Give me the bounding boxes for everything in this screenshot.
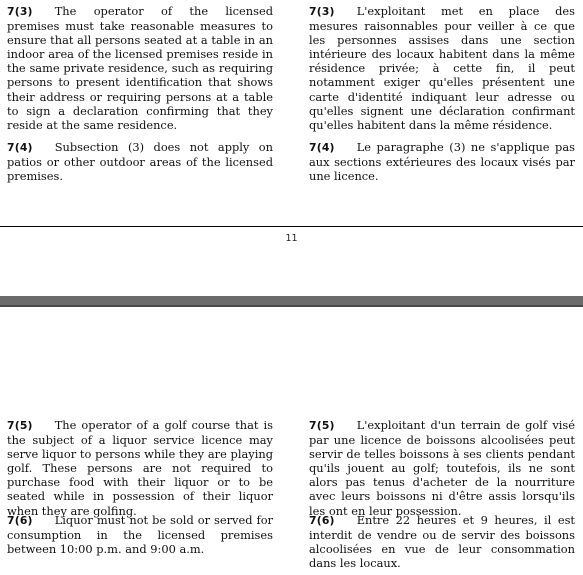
section-text: L'exploitant met en place des mesures raisonnables pour veiller à ce que les personnes assises dans une section intérieure des locaux habitent dans la même résidence privée; à cette fin, il peut notamment exiger qu'elles présentent une carte d'identité indiquant leur adresse ou qu'elles signent une déclaration confirmant qu'elles habitent dans la même résidence. <box>309 4 575 132</box>
section-number: 7(4) <box>309 141 335 154</box>
section-7-6-en <box>7 513 273 556</box>
section-text: L'exploitant d'un terrain de golf visé par une licence de boissons alcoolisées peut servir de telles boissons à ses clients pendant qu'ils jouent au golf; toutefois, ils ne sont alors pas tenus d'acheter de la nourriture avec leurs boissons ni d'être assis lorsqu'ils les ont en leur possession. <box>309 418 575 518</box>
section-number: 7(5) <box>7 419 33 432</box>
section-number: 7(6) <box>7 514 33 527</box>
section-text: Liquor must not be sold or served for consumption in the licensed premises between 10:00 p.m. and 9:00 a.m. <box>7 513 273 557</box>
section-number: 7(3) <box>309 5 335 18</box>
section-text: The operator of the licensed premises must take reasonable measures to ensure that all persons seated at a table in an indoor area of the licensed premises reside in the same private residence, such as requiring persons to present identification that shows their address or requiring persons at a table to sign a declaration confirming that they reside at the same residence. <box>7 4 273 132</box>
section-number: 7(3) <box>7 5 33 18</box>
page-number: 11 <box>285 233 298 244</box>
document-page-top <box>0 0 583 252</box>
section-number: 7(4) <box>7 141 33 154</box>
section-number: 7(5) <box>309 419 335 432</box>
section-text: Subsection (3) does not apply on patios or other outdoor areas of the licensed premises. <box>7 140 273 184</box>
section-7-3-en <box>7 4 273 132</box>
section-7-5-fr <box>309 418 575 518</box>
section-7-4-en <box>7 140 273 183</box>
section-text: Le paragraphe (3) ne s'applique pas aux sections extérieures des locaux visés par une licence. <box>309 140 575 184</box>
section-text: Entre 22 heures et 9 heures, il est interdit de vendre ou de servir des boissons alcoolisées en vue de leur consommation dans les locaux. <box>309 513 575 571</box>
section-7-6-fr <box>309 513 575 570</box>
section-7-5-en <box>7 418 273 518</box>
section-7-4-fr <box>309 140 575 183</box>
footer-rule <box>0 226 583 227</box>
section-7-3-fr <box>309 4 575 132</box>
section-number: 7(6) <box>309 514 335 527</box>
document-page-bottom <box>0 307 583 575</box>
page-separator <box>0 296 583 307</box>
section-text: The operator of a golf course that is the subject of a liquor service licence may serve liquor to persons while they are playing golf. These persons are not required to purchase food with their liquor or to be seated while in possession of their liquor when they are golfing. <box>7 418 273 518</box>
